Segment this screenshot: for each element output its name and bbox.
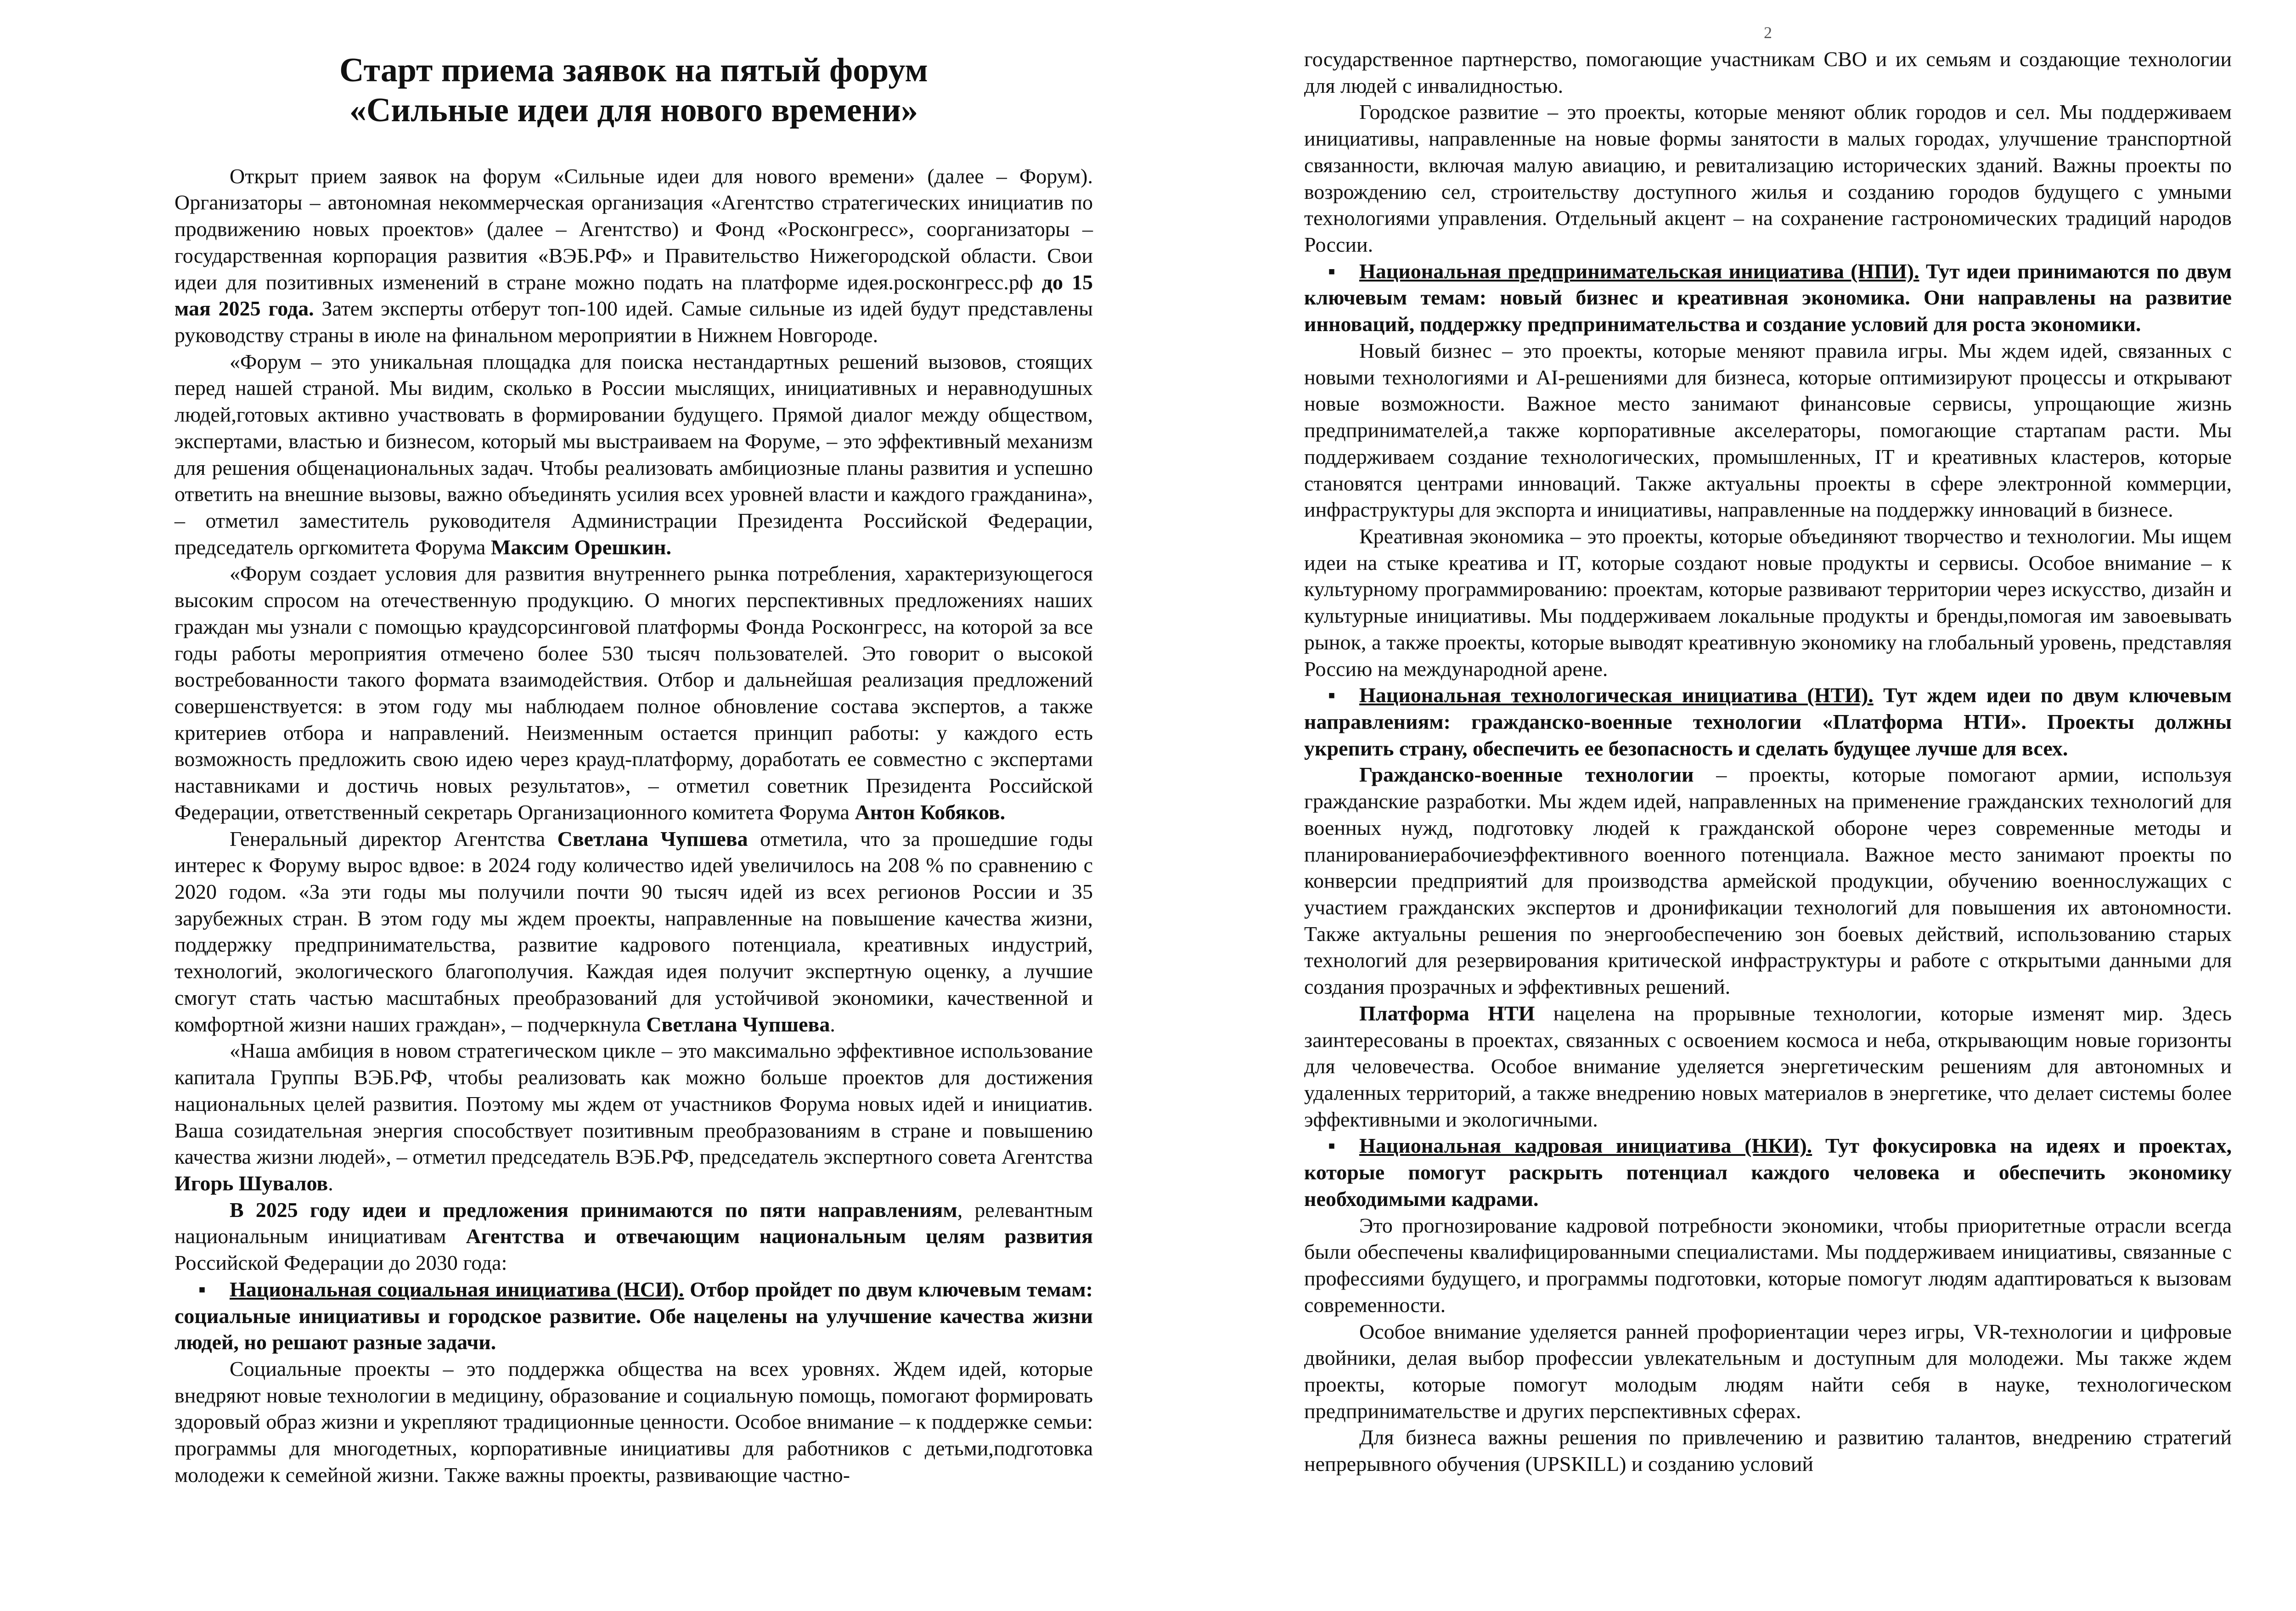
paragraph: Платформа НТИ нацелена на прорывные технологии, которые изменят мир. Здесь заинтересованы в проектах, связанных с освоением космоса и неба, открывающим новые горизонты для человечества. Особое внимание уделяется энергетическим решениям для автономных и удаленных территорий, а также внедрению новых материалов в энергетике, что делает системы более эффективными и экологичными. (1304, 1001, 2232, 1131)
page-2 (1176, 0, 2296, 1611)
paragraph: Гражданско-военные технологии – проекты, которые помогают армии, используя гражданские разработки. Мы ждем идей, направленных на применение гражданских технологий для военных нужд, подготовку людей к гражданской обороне через современные методы и планированиерабочиеэффективного военного потенциала. Важное место занимают проекты по конверсии предприятий для производства армейской продукции, обучению военнослужащих с участием гражданских экспертов и дронификации технологий для повышения их автономности. Также актуальны решения по энергообеспечению зон боевых действий, использованию старых технологий для резервирования критической инфраструктуры и работе с открытыми данными для создания прозрачных и эффективных решений. (1304, 763, 2232, 999)
paragraph: «Форум создает условия для развития внутреннего рынка потребления, характеризующегося высоким спросом на отечественную продукцию. О многих перспективных предложениях наших граждан мы узнали с помощью краудсорсинговой платформы Фонда Росконгресс, на которой за все годы работы мероприятия отмечено более 530 тысяч пользователей. Это говорит о высокой востребованности такого формата взаимодействия. Отбор и дальнейшая реализация предложений совершенствуется: в этом году мы наблюдаем полное обновление состава экспертов, а также критериев отбора и направлений. Неизменным остается принцип работы: у каждого есть возможность предложить свою идею через крауд-платформу, доработать ее совместно с экспертами наставниками и достичь новых результатов», – отметил советник Президента Российской Федерации, ответственный секретарь Организационного комитета Форума Антон Кобяков. (174, 562, 1093, 824)
document-title (174, 51, 1093, 131)
paragraph: Генеральный директор Агентства Светлана Чупшева отметила, что за прошедшие годы интерес к Форуму вырос вдвое: в 2024 году количество идей увеличилось на 208 % по сравнению с 2020 годом. «За эти годы мы получили почти 90 тысяч идей из всех регионов России и 35 зарубежных стран. В этом году мы ждем проекты, направленные на повышение качества жизни, поддержку предпринимательства, развитие кадрового потенциала, креативных индустрий, технологий, экологического благополучия. Каждая идея получит экспертную оценку, а лучшие смогут стать частью масштабных преобразований для устойчивой экономики, качественной и комфортной жизни наших граждан», – подчеркнула Светлана Чупшева. (174, 827, 1093, 1036)
title-line-1: Старт приема заявок на пятый форум (339, 51, 928, 89)
bullet-item: ▪ Национальная предпринимательская инициатива (НПИ). Тут идеи принимаются по двум ключевым темам: новый бизнес и креативная экономика. Они направлены на развитие инноваций, поддержку предпринимательства и создание условий для роста экономики. (1304, 258, 2232, 338)
paragraph: «Форум – это уникальная площадка для поиска нестандартных решений вызовов, стоящих перед нашей страной. Мы видим, сколько в России мыслящих, инициативных и неравнодушных людей,готовых активно участвовать в формировании будущего. Прямой диалог между обществом, экспертами, властью и бизнесом, который мы выстраиваем на Форуме, – это эффективный механизм для решения общенациональных задач. Чтобы реализовать амбициозные планы развития и успешно ответить на внешние вызовы, важно объединять усилия всех уровней власти и каждого гражданина», – отметил заместитель руководителя Администрации Президента Российской Федерации, председатель оргкомитета Форума Максим Орешкин. (174, 349, 1093, 559)
page-number: 2 (1764, 23, 1772, 42)
paragraph: Городское развитие – это проекты, которые меняют облик городов и сел. Мы поддерживаем инициативы, направленные на новые формы занятости в малых городах, улучшение транспортной связанности, включая малую авиацию, и ревитализацию исторических зданий. Важны проекты по возрождению сел, строительству доступного жилья и созданию городов будущего с умными технологиями управления. Отдельный акцент – на сохранение гастрономических традиций народов России. (1304, 100, 2232, 257)
paragraph: Открыт прием заявок на форум «Сильные идеи для нового времени» (далее – Форум). Организаторы – автономная некоммерческая организация «Агентство стратегических инициатив по продвижению новых проектов» (далее – Агентство) и Фонд «Росконгресс», соорганизаторы – государственная корпорация развития «ВЭБ.РФ» и Правительство Нижегородской области. Свои идеи для позитивных изменений в стране можно подать на платформе идея.росконгресс.рф до 15 мая 2025 года. Затем эксперты отберут топ-100 идей. Самые сильные из идей будут представлены руководству страны в июле на финальном мероприятии в Нижнем Новгороде. (174, 164, 1093, 347)
paragraph: Креативная экономика – это проекты, которые объединяют творчество и технологии. Мы ищем идеи на стыке креатива и IT, которые создают новые продукты и сервисы. Особое внимание – к культурному программированию: проектам, которые развивают территории через искусство, дизайн и культурные инициативы. Мы поддерживаем локальные продукты и бренды,помогая им завоевывать рынок, а также проекты, которые выводят креативную экономику на глобальный уровень, представляя Россию на международной арене. (1304, 524, 2232, 681)
paragraph: Для бизнеса важны решения по привлечению и развитию талантов, внедрению стратегий непрерывного обучения (UPSKILL) и созданию условий (1304, 1425, 2232, 1476)
title-line-2: «Сильные идеи для нового времени» (349, 91, 918, 130)
bullet-item: ▪ Национальная социальная инициатива (НСИ). Отбор пройдет по двум ключевым темам: социальные инициативы и городское развитие. Обе нацелены на улучшение качества жизни людей, но решают разные задачи. (174, 1276, 1093, 1356)
paragraph: Социальные проекты – это поддержка общества на всех уровнях. Ждем идей, которые внедряют новые технологии в медицину, образование и социальную помощь, помогают формировать здоровый образ жизни и укрепляют традиционные ценности. Особое внимание – к поддержке семьи: программы для многодетных, корпоративные инициативы для работников с детьми,подготовка молодежи к семейной жизни. Также важны проекты, развивающие частно- (174, 1357, 1093, 1487)
paragraph: Новый бизнес – это проекты, которые меняют правила игры. Мы ждем идей, связанных с новыми технологиями и AI-решениями для бизнеса, которые оптимизируют процессы и открывают новые возможности. Важное место занимают финансовые сервисы, упрощающие жизнь предпринимателей,а также корпоративные акселераторы, помогающие стартапам расти. Мы поддерживаем создание технологических, промышленных, IT и креативных кластеров, которые становятся центрами инноваций. Также актуальны проекты в сфере электронной коммерции, инфраструктуры для экспорта и инициативы, направленные на поддержку инноваций в бизнесе. (1304, 338, 2232, 522)
paragraph: Это прогнозирование кадровой потребности экономики, чтобы приоритетные отрасли всегда были обеспечены квалифицированными специалистами. Мы поддерживаем инициативы, связанные с профессиями будущего, и программы подготовки, которые помогут людям адаптироваться к вызовам современности. (1304, 1213, 2232, 1317)
paragraph: государственное партнерство, помогающие участникам СВО и их семьям и создающие технологии для людей с инвалидностью. (1304, 47, 2232, 97)
paragraph: В 2025 году идеи и предложения принимаются по пяти направлениям, релевантным национальным инициативам Агентства и отвечающим национальным целям развития Российской Федерации до 2030 года: (174, 1198, 1093, 1275)
bullet-item: ▪ Национальная технологическая инициатива (НТИ). Тут ждем идеи по двум ключевым направлениям: гражданско-военные технологии «Платформа НТИ». Проекты должны укрепить страну, обеспечить ее безопасность и сделать будущее лучше для всех. (1304, 682, 2232, 761)
paragraph: «Наша амбиция в новом стратегическом цикле – это максимально эффективное использование капитала Группы ВЭБ.РФ, чтобы реализовать как можно больше проектов для достижения национальных целей развития. Поэтому мы ждем от участников Форума новых идей и инициатив. Ваша созидательная энергия способствует позитивным преобразованиям в стране и повышению качества жизни людей», – отметил председатель ВЭБ.РФ, председатель экспертного совета Агентства Игорь Шувалов. (174, 1039, 1093, 1195)
bullet-item: ▪ Национальная кадровая инициатива (НКИ). Тут фокусировка на идеях и проектах, которые помогут раскрыть потенциал каждого человека и обеспечить экономику необходимыми кадрами. (1304, 1132, 2232, 1212)
paragraph: Особое внимание уделяется ранней профориентации через игры, VR-технологии и цифровые двойники, делая выбор профессии увлекательным и доступным для молодежи. Мы также ждем проекты, которые помогут молодым людям найти себя в науке, технологическом предпринимательстве и других перспективных сферах. (1304, 1319, 2232, 1423)
